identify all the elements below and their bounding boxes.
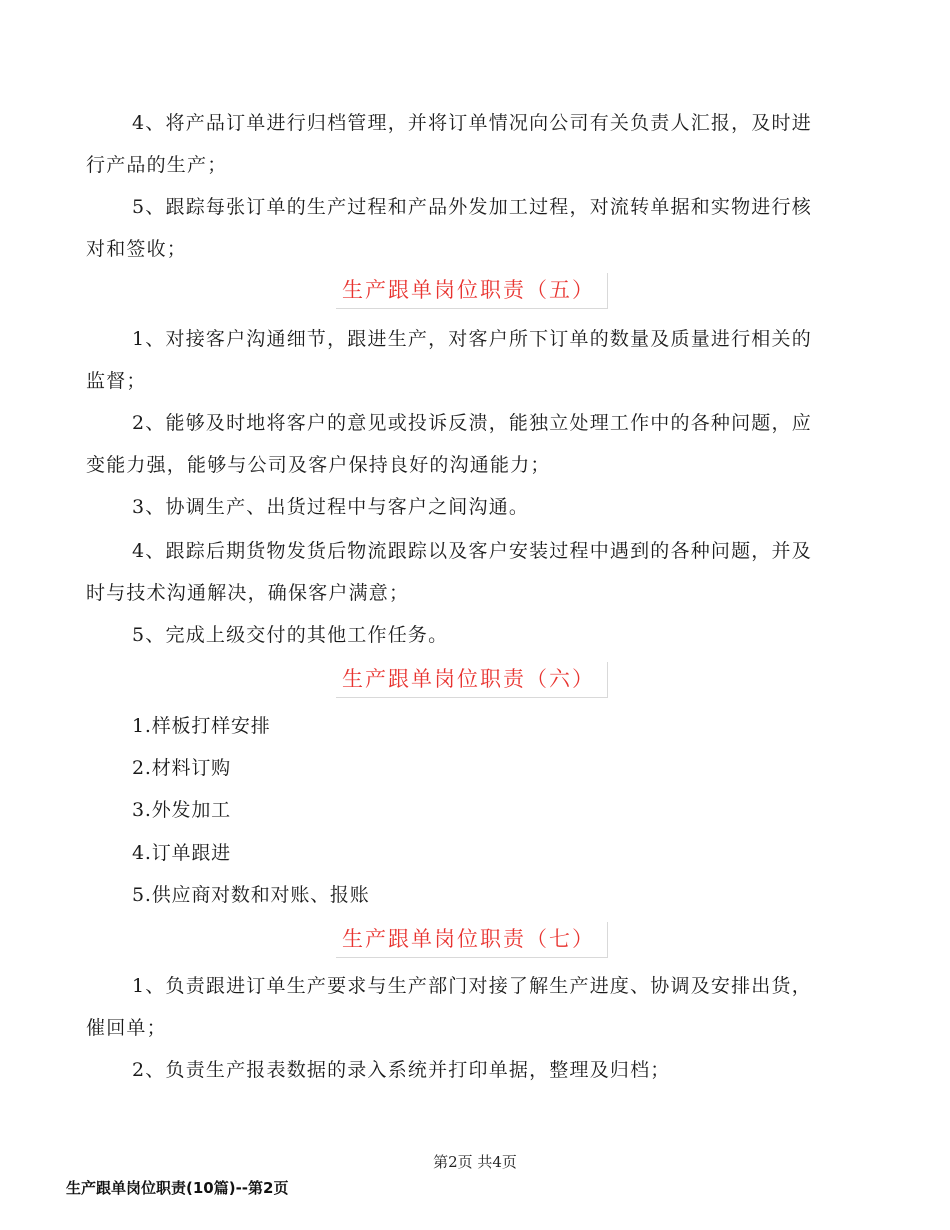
list-item: 3.外发加工 (132, 799, 231, 821)
section-heading-text: 生产跟单岗位职责（六） (342, 667, 595, 691)
section-heading-text: 生产跟单岗位职责（七） (342, 927, 595, 951)
paragraph-line: 3、协调生产、出货过程中与客户之间沟通。 (132, 496, 530, 518)
list-item: 2.材料订购 (132, 757, 231, 779)
paragraph-line: 5、完成上级交付的其他工作任务。 (132, 624, 449, 646)
paragraph-line: 行产品的生产； (86, 154, 228, 176)
paragraph-line: 2、负责生产报表数据的录入系统并打印单据，整理及归档； (132, 1059, 671, 1081)
document-title-footer: 生产跟单岗位职责(10篇)--第2页 (66, 1179, 289, 1197)
paragraph-line: 监督； (86, 370, 147, 392)
paragraph-line: 变能力强，能够与公司及客户保持良好的沟通能力； (86, 454, 551, 476)
list-item: 5.供应商对数和对账、报账 (132, 884, 370, 906)
page-number: 第2页 共4页 (433, 1153, 517, 1171)
list-item: 1.样板打样安排 (132, 715, 271, 737)
paragraph-line: 2、能够及时地将客户的意见或投诉反溃，能独立处理工作中的各种问题，应 (132, 412, 812, 434)
paragraph-line: 1、负责跟进订单生产要求与生产部门对接了解生产进度、协调及安排出货， (132, 975, 812, 997)
paragraph-line: 对和签收； (86, 238, 188, 260)
paragraph-line: 时与技术沟通解决，确保客户满意； (86, 582, 410, 604)
section-heading-text: 生产跟单岗位职责（五） (342, 278, 595, 302)
section-heading (336, 273, 608, 309)
section-heading (336, 922, 608, 958)
paragraph-line: 1、对接客户沟通细节，跟进生产，对客户所下订单的数量及质量进行相关的 (132, 328, 812, 350)
paragraph-line: 5、跟踪每张订单的生产过程和产品外发加工过程，对流转单据和实物进行核 (132, 196, 812, 218)
paragraph-line: 4、将产品订单进行归档管理，并将订单情况向公司有关负责人汇报，及时进 (132, 112, 812, 134)
list-item: 4.订单跟进 (132, 842, 231, 864)
paragraph-line: 催回单； (86, 1017, 167, 1039)
paragraph-line: 4、跟踪后期货物发货后物流跟踪以及客户安装过程中遇到的各种问题，并及 (132, 540, 812, 562)
section-heading (336, 662, 608, 698)
